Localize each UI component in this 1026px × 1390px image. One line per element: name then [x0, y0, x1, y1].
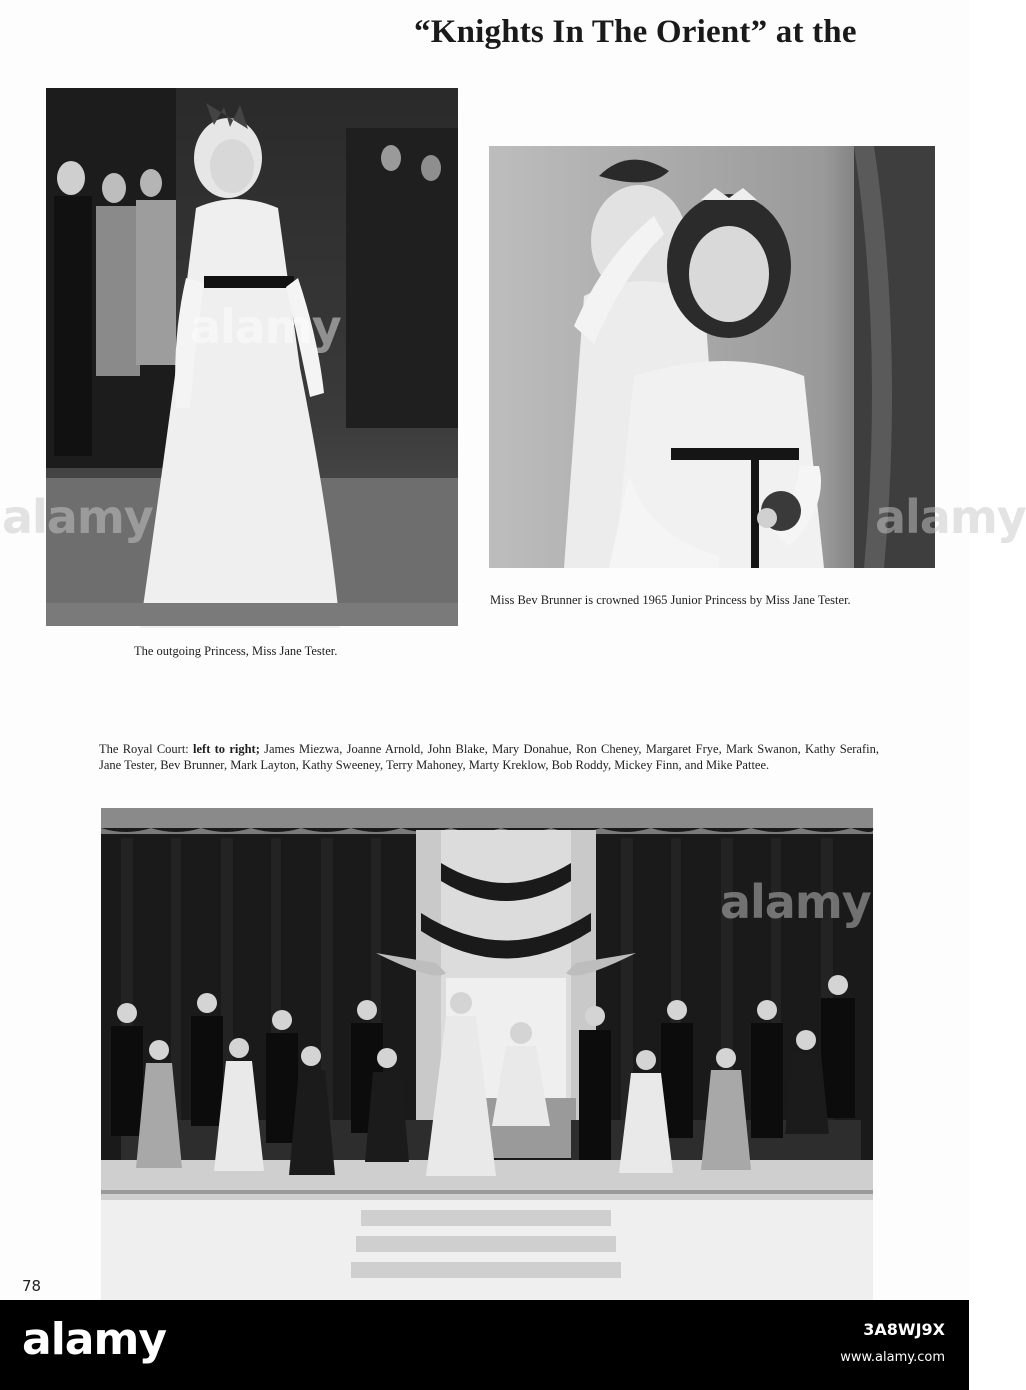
watermark-footer	[0, 1300, 969, 1390]
court-caption-lead: The Royal Court:	[99, 742, 194, 756]
image-id: 3A8WJ9X	[863, 1320, 945, 1339]
watermark-overlay: alamy	[875, 490, 1026, 544]
watermark-url: www.alamy.com	[840, 1350, 945, 1365]
watermark-overlay: alamy	[2, 490, 153, 544]
photo-outgoing-princess	[46, 88, 458, 626]
photo-royal-court	[101, 808, 873, 1300]
page-title: “Knights In The Orient” at the	[414, 14, 857, 50]
court-caption-names: James Miezwa, Joanne Arnold, John Blake, Mary Donahue, Ron Cheney, Margaret Frye, Mark Swanon, Kathy Serafin, Jane Tester, Bev Brunner, Mark Layton, Kathy Sweeney, Terry Mahoney, Marty Kreklow, Bob Roddy, Mickey Finn, and Mike Pattee.	[99, 742, 879, 772]
watermark-overlay: alamy	[720, 875, 871, 929]
alamy-logo: alamy	[22, 1314, 166, 1365]
page-number: 78	[22, 1277, 42, 1295]
royal-court-caption	[99, 741, 879, 773]
court-caption-emphasis: left to right;	[193, 742, 260, 756]
photo-caption-crowning: Miss Bev Brunner is crowned 1965 Junior Princess by Miss Jane Tester.	[490, 593, 851, 607]
photo-caption-outgoing-princess: The outgoing Princess, Miss Jane Tester.	[134, 644, 338, 658]
photo-crowning	[489, 146, 935, 568]
watermark-overlay: alamy	[190, 300, 341, 354]
